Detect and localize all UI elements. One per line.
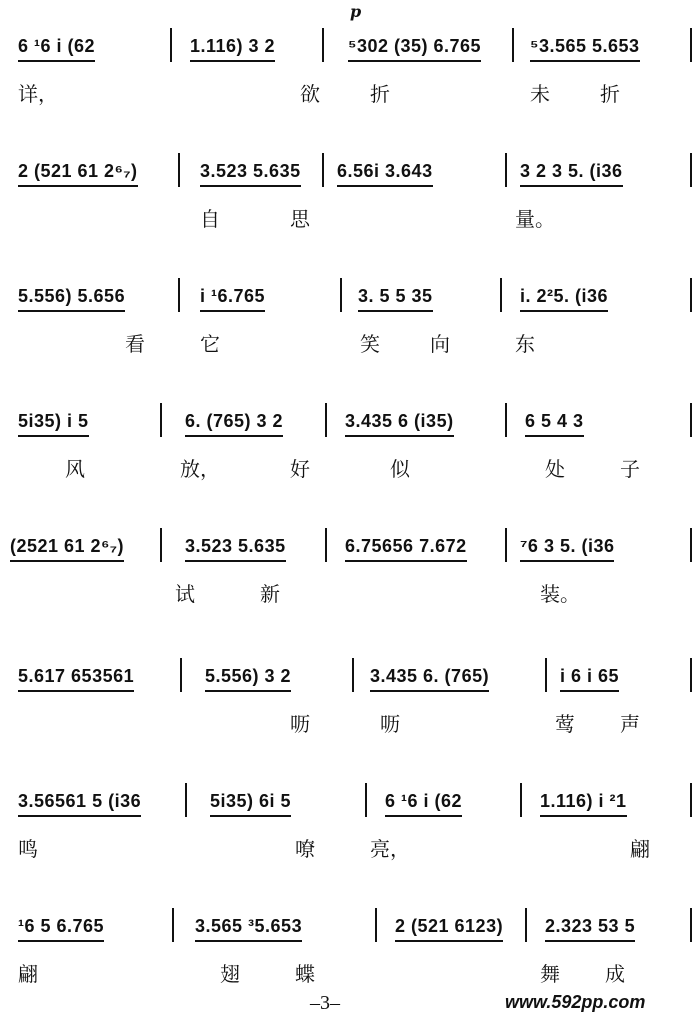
barline [690,908,692,942]
barline [690,153,692,187]
underline-beam [18,310,125,312]
underline-beam [185,560,286,562]
underline-beam [520,310,608,312]
barline [325,403,327,437]
barline [500,278,502,312]
barline [352,658,354,692]
lyric-character: 呖 [290,712,310,736]
notation-bar: (2521 61 2⁶₇) [10,536,124,557]
underline-beam [18,940,104,942]
underline-beam [395,940,503,942]
notation-bar: 3.523 5.635 [185,536,286,557]
score-system [0,765,700,885]
underline-beam [18,435,89,437]
notation-bar: 1.116) 3 2 [190,36,275,57]
lyrics-row [0,833,700,873]
notation-row [0,260,700,320]
lyric-character: 欲 [300,82,320,106]
barline [505,153,507,187]
underline-beam [520,185,623,187]
lyric-character: 自 [200,207,220,231]
lyric-character: 成 [605,962,625,986]
barline [375,908,377,942]
notation-bar: 6 ¹6 i (62 [18,36,95,57]
notation-row [0,765,700,825]
notation-bar: ¹6 5 6.765 [18,916,104,937]
notation-bar: 1.116) i ²1 [540,791,627,812]
barline [325,528,327,562]
lyric-character: 处 [545,457,565,481]
lyrics-row [0,708,700,748]
lyric-character: 莺 [555,712,575,736]
notation-bar: i. 2²5. (i36 [520,286,608,307]
notation-bar: i ¹6.765 [200,286,265,307]
barline [322,28,324,62]
lyric-character: 折 [600,82,620,106]
notation-bar: 6 ¹6 i (62 [385,791,462,812]
notation-bar: 3.435 6 (i35) [345,411,454,432]
underline-beam [348,60,481,62]
notation-bar: ⁵302 (35) 6.765 [348,36,481,57]
score-system [0,10,700,130]
notation-bar: 6 5 4 3 [525,411,584,432]
notation-bar: 6.75656 7.672 [345,536,467,557]
notation-bar: 3.523 5.635 [200,161,301,182]
lyric-character: 放， [180,457,220,481]
barline [178,153,180,187]
underline-beam [200,185,301,187]
barline [178,278,180,312]
barline [180,658,182,692]
lyric-character: 试 [175,582,195,606]
underline-beam [385,815,462,817]
barline [170,28,172,62]
lyric-character: 折 [370,82,390,106]
underline-beam [540,815,627,817]
barline [690,278,692,312]
underline-beam [210,815,291,817]
barline [512,28,514,62]
barline [690,783,692,817]
barline [185,783,187,817]
underline-beam [345,435,454,437]
underline-beam [370,690,489,692]
score-system [0,640,700,760]
barline [340,278,342,312]
underline-beam [337,185,433,187]
barline [690,403,692,437]
underline-beam [18,690,134,692]
underline-beam [345,560,467,562]
website-watermark: www.592pp.com [505,992,646,1012]
lyric-character: 翩 [630,837,650,861]
underline-beam [18,60,95,62]
notation-bar: 3. 5 5 35 [358,286,433,307]
notation-row [0,640,700,700]
barline [172,908,174,942]
lyric-character: 未 [530,82,550,106]
underline-beam [18,185,138,187]
notation-bar: 2.323 53 5 [545,916,635,937]
underline-beam [520,560,614,562]
notation-bar: 3.435 6. (765) [370,666,489,687]
notation-bar: 2 (521 61 2⁶₇) [18,161,138,182]
lyric-character: 舞 [540,962,560,986]
score-system [0,510,700,630]
underline-beam [560,690,619,692]
notation-bar: 3.565 ³5.653 [195,916,302,937]
notation-bar: 5i35) i 5 [18,411,89,432]
lyric-character: 思 [290,207,310,231]
underline-beam [185,435,283,437]
notation-bar: 6. (765) 3 2 [185,411,283,432]
score-system [0,135,700,255]
underline-beam [545,940,635,942]
notation-row [0,510,700,570]
score-system [0,260,700,380]
lyric-character: 向 [430,332,450,356]
underline-beam [190,60,275,62]
lyrics-row [0,328,700,368]
notation-bar: i 6 i 65 [560,666,619,687]
lyric-character: 似 [390,457,410,481]
barline [690,28,692,62]
dynamic-mark-piano: p [350,2,362,21]
lyric-character: 声 [620,712,640,736]
lyric-character: 嘹 [295,837,315,861]
page-number: –3– [310,992,340,1014]
lyric-character: 详， [18,82,58,106]
lyric-character: 量。 [515,207,555,231]
lyrics-row [0,78,700,118]
lyric-character: 新 [260,582,280,606]
notation-row [0,890,700,950]
lyric-character: 蝶 [295,962,315,986]
underline-beam [10,560,124,562]
barline [545,658,547,692]
notation-bar: 3 2 3 5. (i36 [520,161,623,182]
underline-beam [195,940,302,942]
barline [160,403,162,437]
notation-bar: ⁷6 3 5. (i36 [520,536,614,557]
underline-beam [530,60,640,62]
underline-beam [18,815,141,817]
notation-bar: 5.556) 3 2 [205,666,291,687]
notation-bar: 5i35) 6i 5 [210,791,291,812]
underline-beam [358,310,433,312]
barline [525,908,527,942]
barline [690,658,692,692]
notation-bar: 5.617 653561 [18,666,134,687]
notation-bar: 3.56561 5 (i36 [18,791,141,812]
underline-beam [200,310,265,312]
lyric-character: 东 [515,332,535,356]
barline [160,528,162,562]
notation-row [0,385,700,445]
lyric-character: 装。 [540,582,580,606]
notation-bar: ⁵3.565 5.653 [530,36,640,57]
lyric-character: 它 [200,332,220,356]
lyric-character: 好 [290,457,310,481]
lyrics-row [0,203,700,243]
underline-beam [205,690,291,692]
lyric-character: 亮， [370,837,410,861]
notation-bar: 5.556) 5.656 [18,286,125,307]
barline [690,528,692,562]
barline [505,403,507,437]
notation-bar: 6.56i 3.643 [337,161,433,182]
lyrics-row [0,578,700,618]
barline [365,783,367,817]
lyric-character: 子 [620,457,640,481]
lyric-character: 笑 [360,332,380,356]
score-system [0,385,700,505]
lyrics-row [0,453,700,493]
lyric-character: 翅 [220,962,240,986]
lyric-character: 看 [125,332,145,356]
notation-row [0,135,700,195]
underline-beam [525,435,584,437]
lyric-character: 翩 [18,962,38,986]
lyric-character: 风 [65,457,85,481]
lyric-character: 呖 [380,712,400,736]
barline [505,528,507,562]
barline [520,783,522,817]
lyric-character: 鸣 [18,837,38,861]
notation-bar: 2 (521 6123) [395,916,503,937]
barline [322,153,324,187]
